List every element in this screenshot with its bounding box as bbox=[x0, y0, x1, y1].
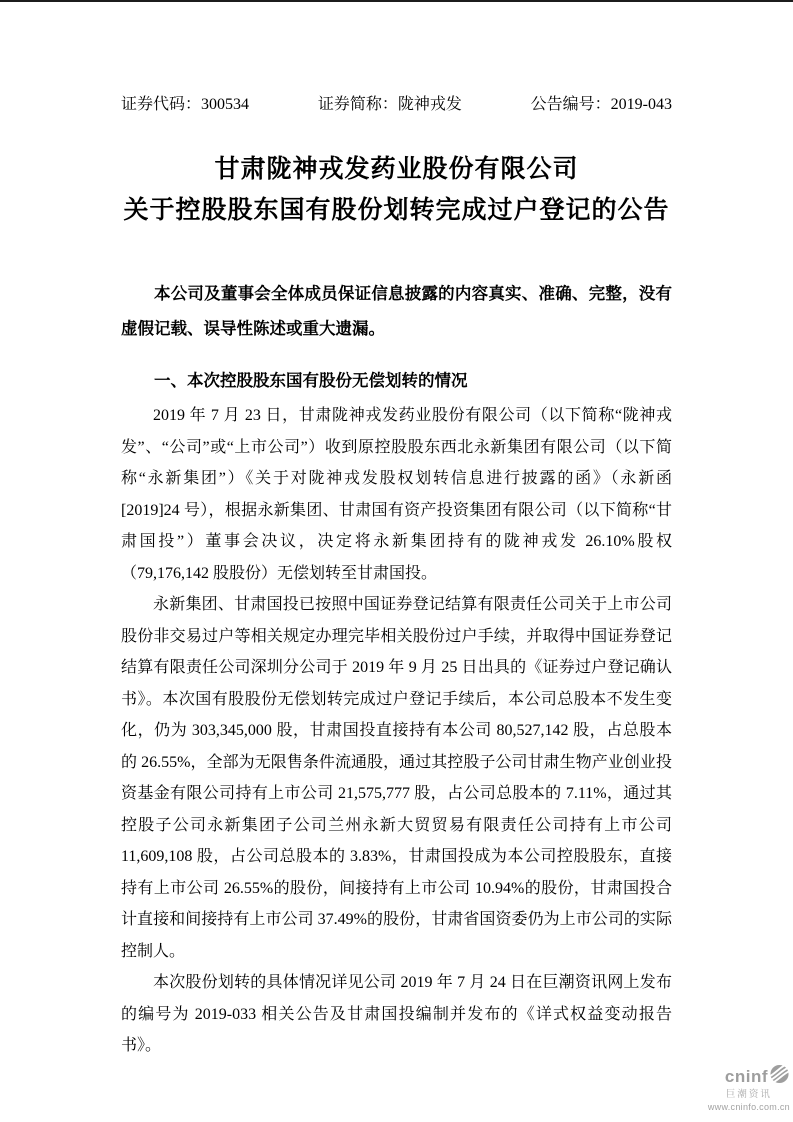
cninfo-brand-text: cninf bbox=[724, 1066, 768, 1086]
cninfo-logo bbox=[708, 1064, 790, 1114]
cninfo-brand-chinese: 巨潮资讯 bbox=[725, 1089, 772, 1100]
doc-header bbox=[121, 94, 672, 116]
stock-code: 证券代码：300534 bbox=[121, 96, 250, 113]
body-paragraph-2: 永新集团、甘肃国投已按照中国证券登记结算有限责任公司关于上市公司股份非交易过户等相关规定办理完毕相关股份过户手续，并取得中国证券登记结算有限责任公司深圳分公司于 2019 年 9 月 25 日出具的《证券过户登记确认书》。本次国有股股份无偿划转完成过户登记手续后，本公司总股本不发生变化，仍为 303,345,000 股，甘肃国投直接持有本公司 80,527,142 股，占总股本的 26.55%，全部为无限售条件流通股，通过其控股子公司甘肃生物产业创业投资基金有限公司持有上市公司 21,575,777 股，占公司总股本的 7.11%，通过其控股子公司永新集团子公司兰州永新大贸贸易有限责任公司持有上市公司 11,609,108 股，占公司总股本的 3.83%，甘肃国投成为本公司控股股东，直接持有上市公司 26.55%的股份，间接持有上市公司 10.94%的股份，甘肃国投合计直接和间接持有上市公司 37.49%的股份，甘肃省国资委仍为上市公司的实际控制人。 bbox=[121, 596, 672, 960]
section-1-heading: 一、本次控股股东国有股份无偿划转的情况 bbox=[154, 372, 468, 390]
page-title: 甘肃陇神戎发药业股份有限公司 bbox=[214, 155, 579, 183]
stock-name: 证券简称：陇神戎发 bbox=[317, 96, 462, 113]
cninfo-swirl-icon bbox=[769, 1064, 790, 1089]
body-paragraph-1: 2019 年 7 月 23 日，甘肃陇神戎发药业股份有限公司（以下简称“陇神戎发”、“公司”或“上市公司”）收到原控股股东西北永新集团有限公司（以下简称“永新集团”）《关于对陇神戎发股权划转信息进行披露的函》（永新函[2019]24 号），根据永新集团、甘肃国有资产投资集团有限公司（以下简称“甘肃国投”）董事会决议，决定将永新集团持有的陇神戎发 26.10%股权（79,176,142 股股份）无偿划转至甘肃国投。 bbox=[121, 407, 672, 582]
cninfo-url: www.cninfo.com.cn bbox=[707, 1102, 790, 1112]
page-subtitle: 关于控股股东国有股份划转完成过户登记的公告 bbox=[123, 196, 670, 224]
body-paragraph-3: 本次股份划转的具体情况详见公司 2019 年 7 月 24 日在巨潮资讯网上发布的编号为 2019-033 相关公告及甘肃国投编制并发布的《详式权益变动报告书》。 bbox=[121, 974, 672, 1054]
announcement-number: 公告编号：2019-043 bbox=[530, 96, 672, 113]
page-content bbox=[0, 2, 793, 1062]
declaration-paragraph: 本公司及董事会全体成员保证信息披露的内容真实、准确、完整，没有虚假记载、误导性陈述或重大遗漏。 bbox=[121, 285, 672, 338]
cninfo-brand-row bbox=[708, 1064, 790, 1089]
